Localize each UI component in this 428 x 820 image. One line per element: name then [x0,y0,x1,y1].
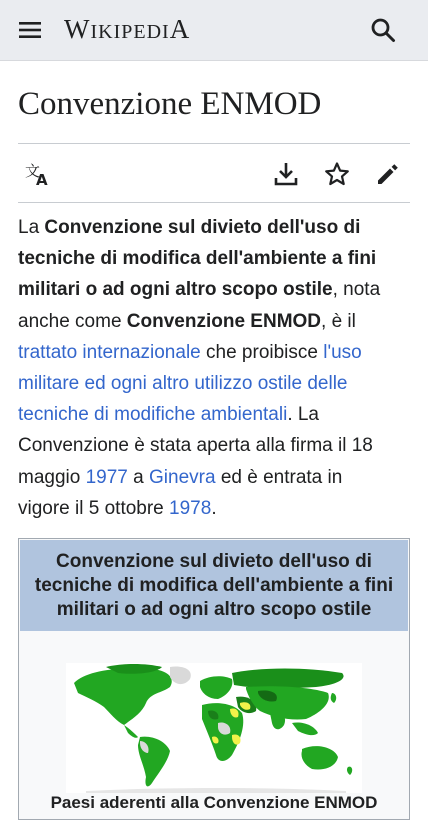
lead-text-4: che proibisce [200,341,324,363]
pencil-icon [375,161,401,187]
map-india [270,713,285,730]
map-europe [200,676,232,699]
main-menu-button[interactable] [18,18,42,42]
convention-full-name: Convenzione sul divieto dell'uso di tecniche di modifica dell'ambiente a fini militari o ad ogni altro scopo ostile [18,217,377,301]
map-russia [232,669,344,689]
lead-text-8: . [211,497,217,519]
star-icon [324,161,350,187]
lead-text-2: , nota anche come [18,279,381,332]
search-button[interactable] [370,17,396,43]
link-ginevra[interactable]: Ginevra [149,466,216,488]
world-map-image[interactable] [66,663,362,793]
article-content [18,212,398,524]
logo-first-letter: W [64,14,91,44]
download-icon [273,161,299,187]
lead-text-5: . La Convenzione è stata aperta alla firma il 18 maggio [18,404,373,488]
link-trattato-internazionale[interactable]: trattato internazionale [18,341,201,363]
link-uso-militare[interactable]: l'uso militare ed ogni altro utilizzo ostile delle tecniche di modifiche ambientali [18,341,362,426]
lead-text-3: , è il [321,310,356,332]
page-actions-bar [18,144,410,202]
infobox [18,538,410,820]
convention-short-name: Convenzione ENMOD [126,310,322,332]
lead-text-6: a [127,466,150,488]
world-map-svg [66,663,362,793]
language-icon [25,161,51,187]
logo-last-letter: A [169,14,191,44]
link-1978[interactable]: 1978 [169,497,212,519]
search-icon [370,17,396,43]
map-australia [301,746,338,769]
lead-text-1: La [18,217,45,238]
watch-star-button[interactable] [324,161,350,187]
lead-text-7: ed è entrata in vigore il 5 ottobre [18,466,343,519]
edit-button[interactable] [375,161,401,187]
download-button[interactable] [273,161,299,187]
wikipedia-logo[interactable] [64,14,190,45]
hamburger-menu-icon [18,18,42,42]
infobox-title: Convenzione sul divieto dell'uso di tecniche di modifica dell'ambiente a fini militari o ad ogni altro scopo ostile [20,540,408,631]
map-caption: Paesi aderenti alla Convenzione ENMOD [50,793,378,812]
svg-text:A: A [36,171,48,187]
map-greenland [170,667,191,685]
map-southeast-asia [292,722,318,735]
language-button[interactable] [25,161,51,187]
map-japan [331,693,336,703]
lead-paragraph [18,212,398,524]
logo-middle-letters: IKIPEDI [90,21,170,43]
map-central-america [124,725,138,738]
svg-text:文: 文 [25,162,41,180]
map-new-zealand [347,767,352,775]
map-north-america [74,669,172,725]
page-title: Convenzione ENMOD [18,86,322,122]
actions-divider [18,202,410,203]
link-1977[interactable]: 1977 [85,466,128,488]
top-bar [0,0,428,61]
